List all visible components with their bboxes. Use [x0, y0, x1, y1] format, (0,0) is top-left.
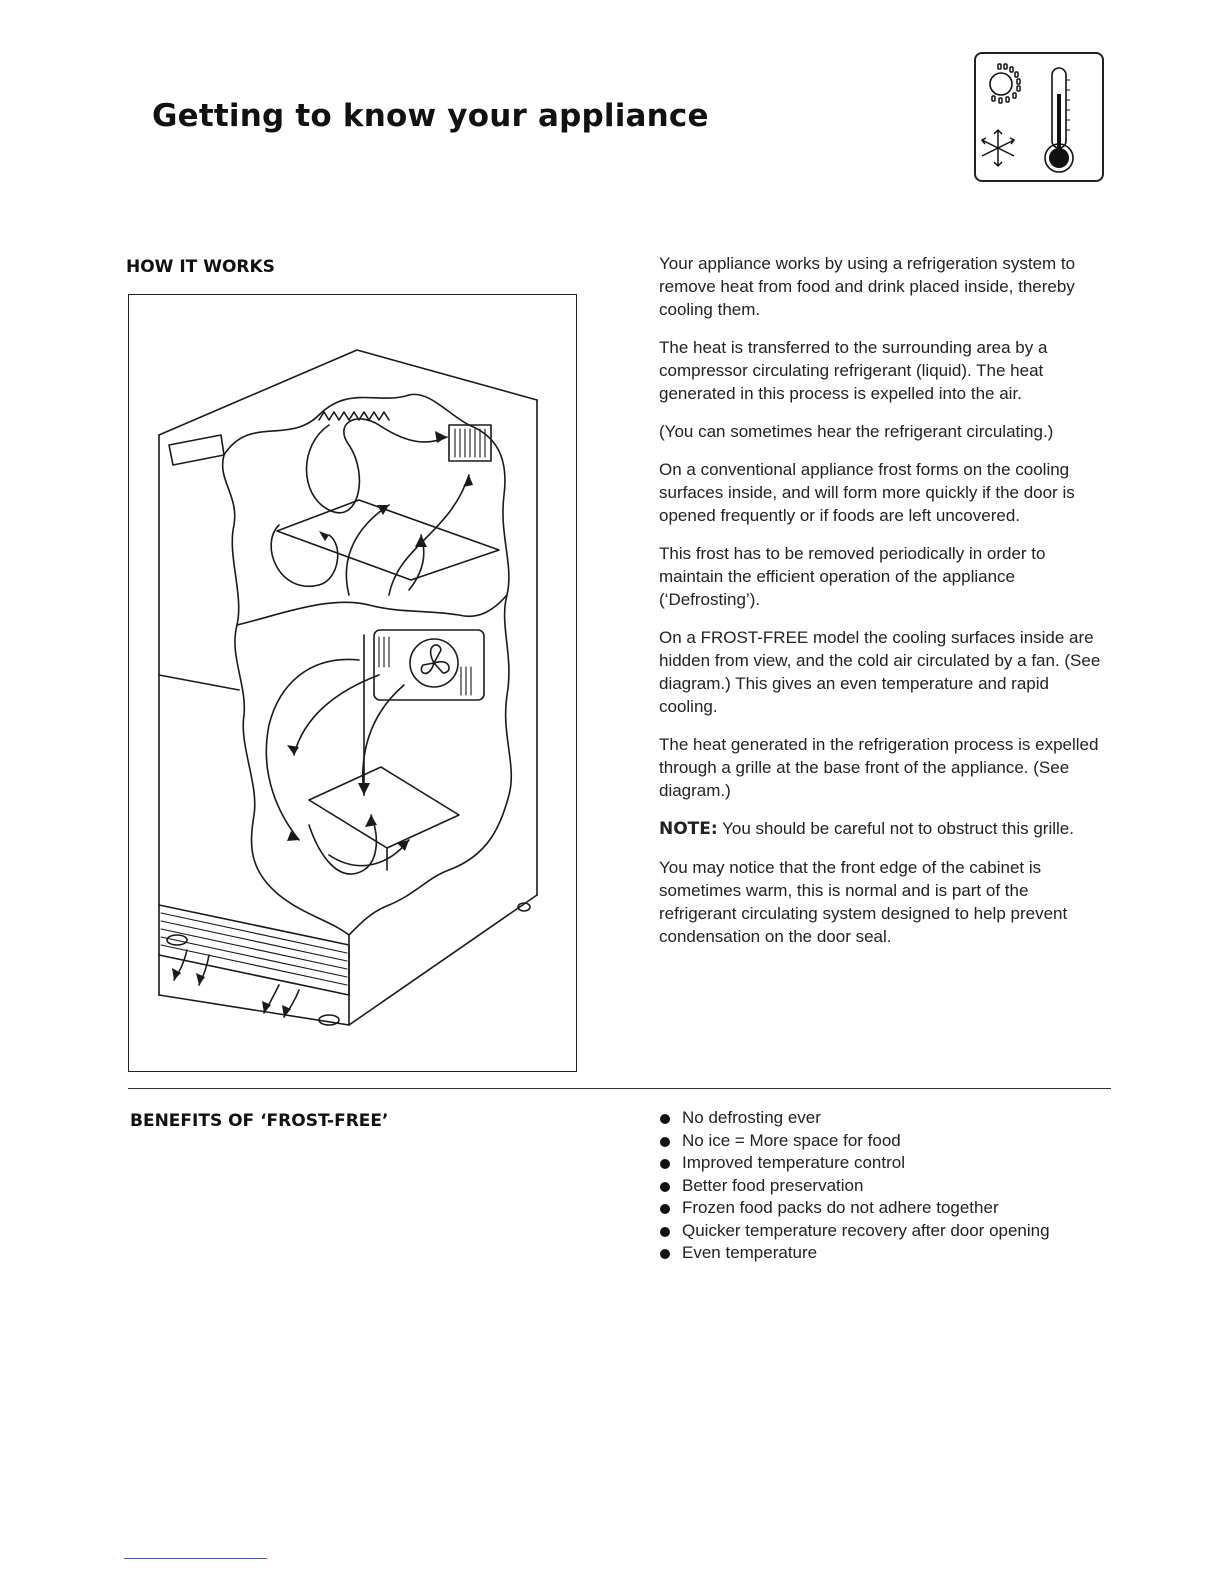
paragraph: This frost has to be removed periodically in order to maintain the efficient operation of the appliance (‘Defrosting’). — [659, 544, 1046, 609]
paragraph: (You can sometimes hear the refrigerant circulating.) — [659, 422, 1054, 441]
list-item — [660, 1152, 1120, 1175]
paragraph: On a FROST-FREE model the cooling surfaces inside are hidden from view, and the cold air circulated by a fan. (See diagram.) This gives an even temperature and rapid cooling. — [659, 628, 1101, 716]
thermometer-icon — [976, 54, 1106, 184]
list-item-text: No defrosting ever — [682, 1108, 821, 1127]
benefits-list — [660, 1107, 1120, 1265]
bullet-icon — [660, 1159, 670, 1169]
footer-rule — [124, 1558, 267, 1559]
bullet-icon — [660, 1137, 670, 1147]
paragraph: The heat generated in the refrigeration process is expelled through a grille at the base front of the appliance. (See diagram.) — [659, 735, 1099, 800]
list-item-text: No ice = More space for food — [682, 1130, 901, 1150]
list-item-text: Quicker temperature recovery after door opening — [682, 1220, 1050, 1240]
paragraph: On a conventional appliance frost forms on the cooling surfaces inside, and will form more quickly if the door is opened frequently or if foods are left uncovered. — [659, 460, 1075, 525]
bullet-icon — [660, 1249, 670, 1259]
page-title: Getting to know your appliance — [152, 98, 709, 134]
refrigerator-diagram — [128, 294, 577, 1072]
list-item — [660, 1220, 1120, 1243]
list-item-text: Frozen food packs do not adhere together — [682, 1198, 999, 1217]
fridge-airflow-illustration — [129, 295, 578, 1073]
paragraph: You may notice that the front edge of the cabinet is sometimes warm, this is normal and is part of the refrigerant circulating system designed to help prevent condensation on the door seal. — [659, 858, 1068, 946]
bullet-icon — [660, 1182, 670, 1192]
note-label: NOTE: — [659, 819, 718, 839]
benefits-heading: BENEFITS OF ‘FROST-FREE’ — [130, 1111, 389, 1131]
list-item — [660, 1175, 1120, 1198]
bullet-icon — [660, 1227, 670, 1237]
bullet-icon — [660, 1204, 670, 1214]
list-item — [660, 1197, 1120, 1220]
note-text: You should be careful not to obstruct this grille. — [717, 819, 1074, 838]
list-item — [660, 1130, 1120, 1153]
paragraph: Your appliance works by using a refrigeration system to remove heat from food and drink placed inside, thereby cooling them. — [659, 254, 1076, 319]
how-it-works-text — [659, 252, 1109, 963]
list-item-text: Better food preservation — [682, 1175, 864, 1195]
how-it-works-heading: HOW IT WORKS — [126, 257, 275, 277]
list-item-text: Improved temperature control — [682, 1153, 905, 1172]
list-item — [660, 1242, 1120, 1265]
list-item-text: Even temperature — [682, 1243, 818, 1262]
paragraph: The heat is transferred to the surrounding area by a compressor circulating refrigerant (liquid). The heat generated in this process is expelled into the air. — [659, 338, 1048, 403]
bullet-icon — [660, 1114, 670, 1124]
list-item — [660, 1107, 1120, 1130]
section-divider — [128, 1088, 1111, 1089]
note-paragraph — [659, 817, 1109, 841]
temperature-icon — [974, 52, 1104, 182]
